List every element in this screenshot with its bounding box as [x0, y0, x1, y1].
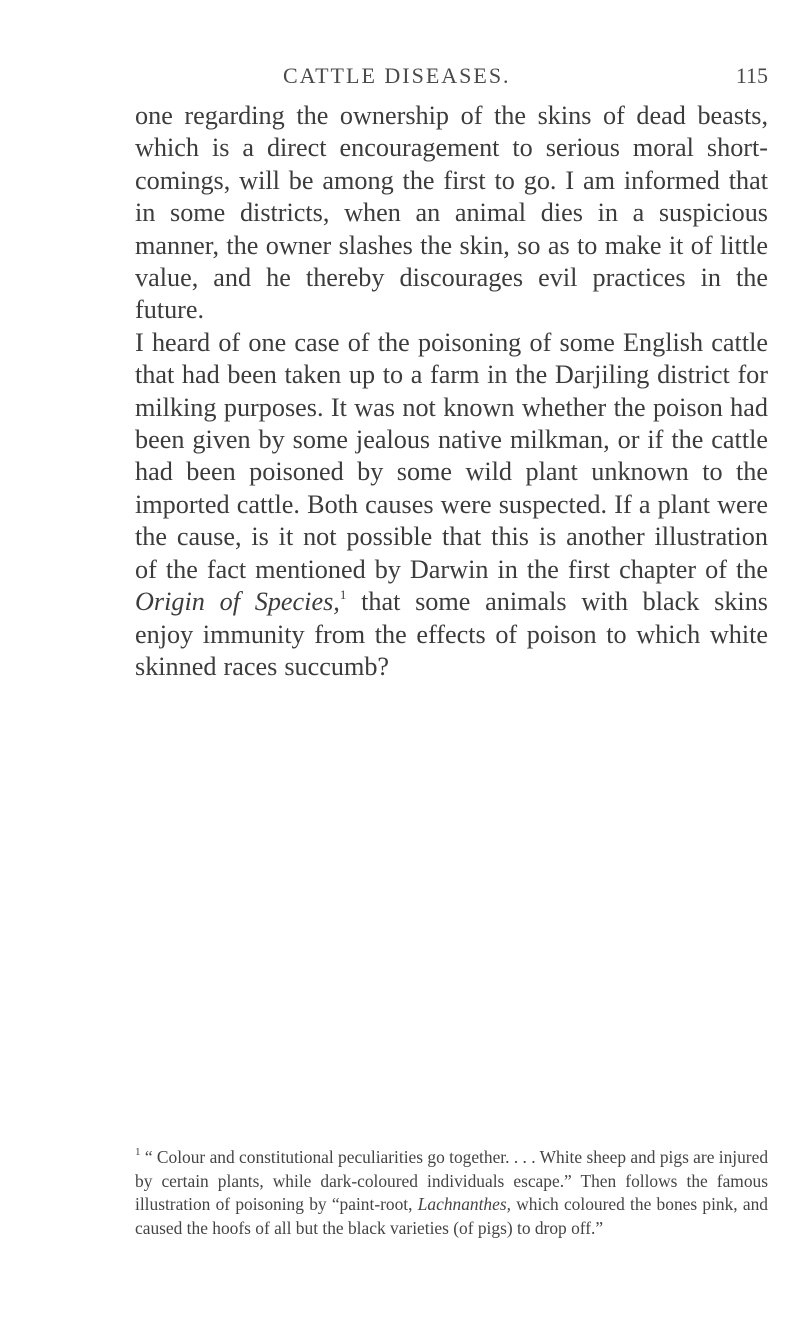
footnote-text-end: which coloured the bones pink, and caused the hoofs of all but the black varieties (of pigs) to drop off.” — [135, 1194, 769, 1238]
footnote-text-start: “ Colour and constitutional peculiarities go together. . . . White sheep and pigs are injured by certain plants, while dark-coloured individuals escape.” Then follows the famous illustration of poisoning by “paint-root, — [135, 1147, 769, 1214]
footnote — [135, 1146, 768, 1240]
paragraph-2 — [135, 327, 768, 683]
paragraph-2-text-start: I heard of one case of the poisoning of some English cattle that had been taken up to a farm in the Darjiling district for milking purposes. It was not known whether the poison had been given by some jealous native milkman, or if the cattle had been poisoned by some wild plant unknown to the imported cattle. Both causes were suspected. If a plant were the cause, is it not possible that this is another illustration of the fact mentioned by Darwin in the first chapter of the — [135, 327, 768, 584]
footnote-marker: 1 — [135, 1146, 141, 1158]
page-number: 115 — [735, 63, 768, 88]
running-title: CATTLE DISEASES. — [283, 63, 511, 88]
paragraph-1: one regarding the ownership of the skins of dead beasts, which is a direct encouragement to serious moral short-comings, will be among the first to go. I am informed that in some districts, when an animal dies in a suspicious manner, the owner slashes the skin, so as to make it of little value, and he thereby discourages evil practices in the future. — [135, 101, 768, 325]
running-head — [135, 60, 768, 92]
footnote-italic-lachnanthes: Lachnanthes, — [417, 1194, 511, 1214]
paragraph-2-text-end: that some animals with black skins enjoy immunity from the effects of poison to which white skinned races succumb? — [135, 587, 768, 681]
footnote-reference-marker: 1 — [339, 587, 347, 603]
body-text — [135, 100, 768, 683]
book-title-origin-of-species: Origin of Species, — [135, 587, 340, 617]
footnote-paragraph — [135, 1146, 768, 1240]
